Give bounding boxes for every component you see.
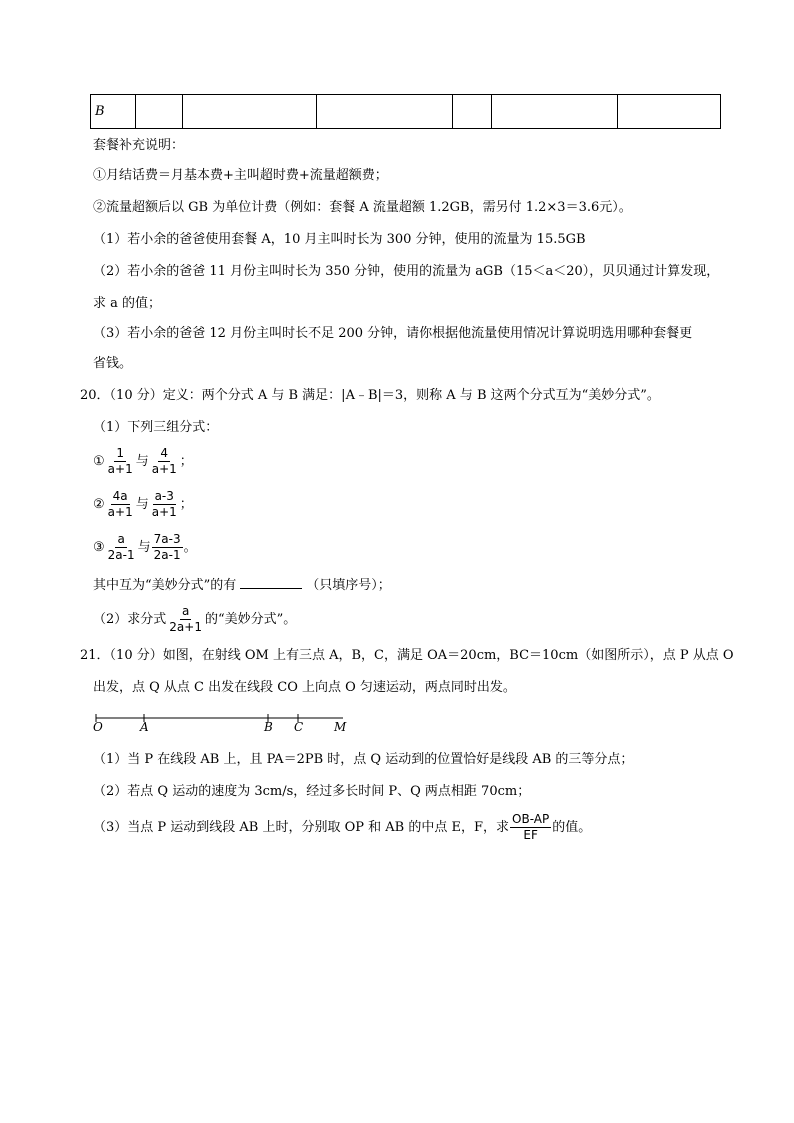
supplement-note-1: ①月结话费＝月基本费+主叫超时费+流量超额费； bbox=[93, 168, 388, 183]
label-c: C bbox=[294, 720, 304, 734]
punctuation: ； bbox=[179, 454, 193, 469]
q20-part-2 bbox=[93, 604, 296, 635]
part-2-prefix: （2）求分式 bbox=[93, 612, 167, 627]
denominator: 2a-1 bbox=[153, 548, 181, 562]
q19-part-2-line-2: 求 a 的值； bbox=[93, 296, 162, 311]
q19-part-1: （1）若小余的爸爸使用套餐 A，10 月主叫时长为 300 分钟，使用的流量为 15.5GB bbox=[93, 232, 586, 247]
group-marker: ② bbox=[93, 497, 105, 512]
numerator: a bbox=[181, 604, 190, 618]
numerator: a bbox=[117, 532, 125, 546]
numerator: OB-AP bbox=[512, 812, 550, 826]
table-cell bbox=[618, 95, 721, 129]
q20-answer-line bbox=[93, 576, 391, 596]
fraction bbox=[106, 532, 137, 563]
q21-stem-line-2: 出发，点 Q 从点 C 出发在线段 CO 上向点 O 匀速运动，两点同时出发。 bbox=[93, 680, 516, 695]
plan-table-row bbox=[90, 94, 721, 129]
ray-figure bbox=[93, 706, 353, 736]
q20-stem: 20．（10 分）定义：两个分式 A 与 B 满足：|A﹣B|＝3，则称 A 与 B 这两个分式互为“美妙分式”。 bbox=[80, 388, 660, 403]
denominator: a+1 bbox=[107, 462, 133, 476]
table-cell bbox=[136, 95, 183, 129]
fraction bbox=[152, 532, 183, 563]
part-2-suffix: 的“美妙分式”。 bbox=[204, 612, 297, 627]
denominator: 2a+1 bbox=[169, 620, 202, 634]
table-cell bbox=[183, 95, 317, 129]
q20-part-1: （1）下列三组分式： bbox=[93, 420, 219, 435]
connector: 与 bbox=[135, 454, 149, 469]
fraction bbox=[510, 812, 551, 843]
fraction bbox=[150, 446, 179, 477]
numerator: 4 bbox=[160, 446, 169, 460]
group-marker: ③ bbox=[93, 540, 105, 555]
fraction bbox=[106, 446, 135, 477]
supplement-note-2: ②流量超额后以 GB 为单位计费（例如：套餐 A 流量超额 1.2GB，需另付 1.2×3＝3.6元）。 bbox=[93, 200, 632, 215]
q19-part-3-line-1: （3）若小余的爸爸 12 月份主叫时长不足 200 分钟，请你根据他流量使用情况计算说明选用哪种套餐更 bbox=[93, 326, 693, 341]
numerator: 4a bbox=[112, 489, 128, 503]
q19-part-3-line-2: 省钱。 bbox=[93, 356, 133, 371]
part-3-prefix: （3）当点 P 运动到线段 AB 上时，分别取 OP 和 AB 的中点 E，F，求 bbox=[93, 820, 510, 835]
numerator: 1 bbox=[116, 446, 124, 460]
denominator: a+1 bbox=[151, 462, 177, 476]
fraction bbox=[150, 489, 179, 520]
q21-part-3 bbox=[93, 812, 591, 843]
fraction bbox=[167, 604, 204, 635]
fraction-group-3 bbox=[93, 532, 197, 563]
numerator: a-3 bbox=[154, 489, 174, 503]
numerator: 7a-3 bbox=[153, 532, 181, 546]
punctuation: ； bbox=[179, 497, 193, 512]
label-m: M bbox=[334, 720, 347, 734]
label-o: O bbox=[93, 720, 103, 734]
denominator: a+1 bbox=[107, 505, 133, 519]
table-cell bbox=[492, 95, 618, 129]
denominator: a+1 bbox=[151, 505, 177, 519]
table-cell-label: B bbox=[91, 95, 136, 129]
q21-part-2: （2）若点 Q 运动的速度为 3cm/s，经过多长时间 P、Q 两点相距 70cm； bbox=[93, 784, 531, 799]
fraction-group-1 bbox=[93, 446, 193, 477]
answer-blank[interactable] bbox=[240, 576, 302, 589]
q19-part-2-line-1: （2）若小余的爸爸 11 月份主叫时长为 350 分钟，使用的流量为 aGB（15＜a＜20），贝贝通过计算发现， bbox=[93, 264, 720, 279]
table-cell bbox=[453, 95, 492, 129]
supplement-heading: 套餐补充说明： bbox=[93, 138, 185, 153]
q21-part-1: （1）当 P 在线段 AB 上，且 PA＝2PB 时，点 Q 运动到的位置恰好是线段 AB 的三等分点； bbox=[93, 752, 634, 767]
denominator: 2a-1 bbox=[107, 548, 135, 562]
connector: 与 bbox=[135, 497, 149, 512]
answer-prefix: 其中互为“美妙分式”的有 bbox=[93, 578, 237, 593]
answer-suffix: （只填序号）； bbox=[306, 578, 391, 593]
fraction-group-2 bbox=[93, 489, 193, 520]
fraction bbox=[106, 489, 135, 520]
denominator: EF bbox=[523, 828, 538, 842]
part-3-suffix: 的值。 bbox=[552, 820, 592, 835]
label-a: A bbox=[140, 720, 149, 734]
table-cell bbox=[317, 95, 453, 129]
group-marker: ① bbox=[93, 454, 105, 469]
punctuation: 。 bbox=[183, 540, 197, 555]
connector: 与 bbox=[137, 540, 151, 555]
ray-diagram bbox=[93, 706, 353, 736]
label-b: B bbox=[264, 720, 273, 734]
q21-stem-line-1: 21．（10 分）如图，在射线 OM 上有三点 A，B，C，满足 OA＝20cm，BC＝10cm（如图所示），点 P 从点 O bbox=[80, 648, 734, 663]
